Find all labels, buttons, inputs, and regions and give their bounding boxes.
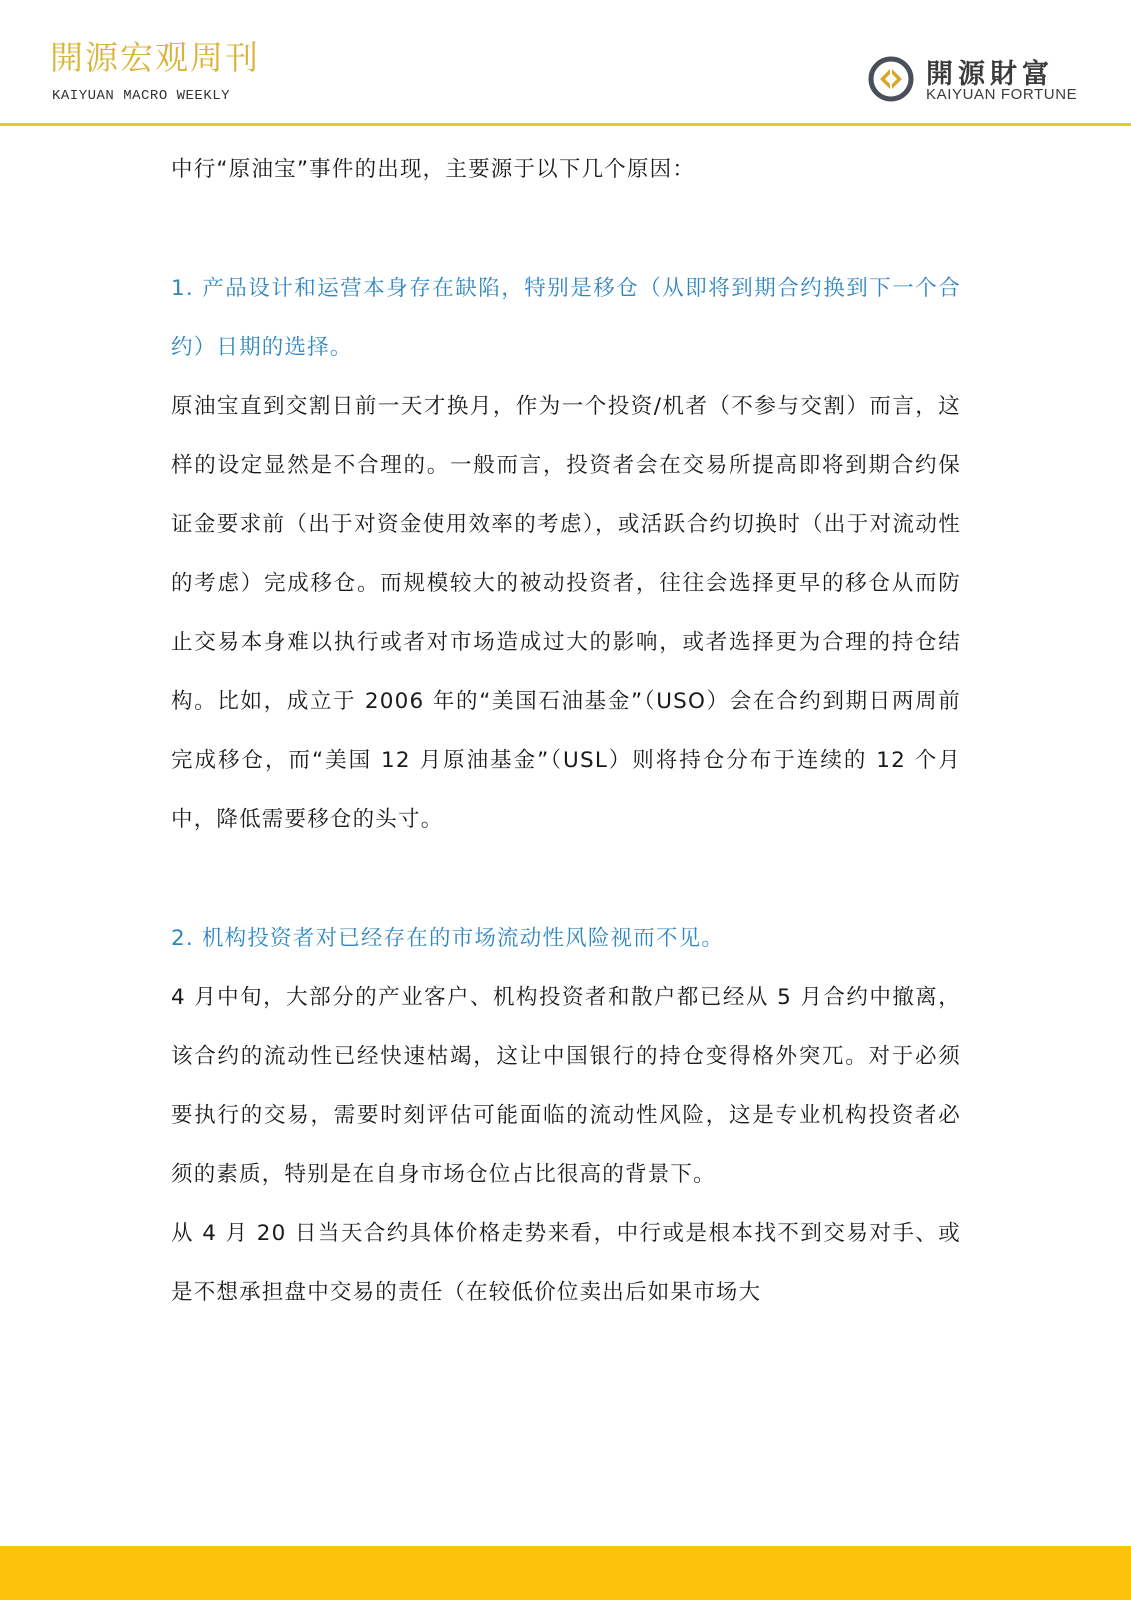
intro-paragraph: 中行“原油宝”事件的出现，主要源于以下几个原因： (171, 157, 696, 182)
spacer (171, 199, 961, 259)
header-divider (0, 123, 1131, 126)
kaiyuan-logo-icon (866, 54, 916, 104)
section-1-heading: 1. 产品设计和运营本身存在缺陷，特别是移仓（从即将到期合约换到下一个合约）日期的选择。 (171, 276, 961, 360)
article-body (171, 140, 961, 1322)
logo-chinese-name: 開源財富 (926, 59, 1054, 90)
logo-english-name: KAIYUAN FORTUNE (926, 86, 1078, 103)
company-logo (866, 52, 1078, 108)
publication-title: 開源宏观周刊 (50, 38, 260, 77)
section-2-heading: 2. 机构投资者对已经存在的市场流动性风险视而不见。 (171, 926, 725, 951)
section-2-paragraph-1: 4 月中旬，大部分的产业客户、机构投资者和散户都已经从 5 月合约中撤离，该合约的流动性已经快速枯竭，这让中国银行的持仓变得格外突兀。对于必须要执行的交易，需要时刻评估可能面临的流动性风险，这是专业机构投资者必须的素质，特别是在自身市场仓位占比很高的背景下。 (171, 985, 961, 1187)
publication-subtitle: KAIYUAN MACRO WEEKLY (52, 88, 231, 104)
page-footer-bar (0, 1546, 1131, 1600)
page-header (0, 0, 1131, 126)
spacer (171, 849, 961, 909)
section-2-paragraph-2: 从 4 月 20 日当天合约具体价格走势来看，中行或是根本找不到交易对手、或是不想承担盘中交易的责任（在较低价位卖出后如果市场大 (171, 1221, 961, 1305)
section-1-paragraph: 原油宝直到交割日前一天才换月，作为一个投资/机者（不参与交割）而言，这样的设定显然是不合理的。一般而言，投资者会在交易所提高即将到期合约保证金要求前（出于对资金使用效率的考虑），或活跃合约切换时（出于对流动性的考虑）完成移仓。而规模较大的被动投资者，往往会选择更早的移仓从而防止交易本身难以执行或者对市场造成过大的影响，或者选择更为合理的持仓结构。比如，成立于 2006 年的“美国石油基金”（USO）会在合约到期日两周前完成移仓，而“美国 12 月原油基金”（USL）则将持仓分布于连续的 12 个月中，降低需要移仓的头寸。 (171, 394, 961, 832)
